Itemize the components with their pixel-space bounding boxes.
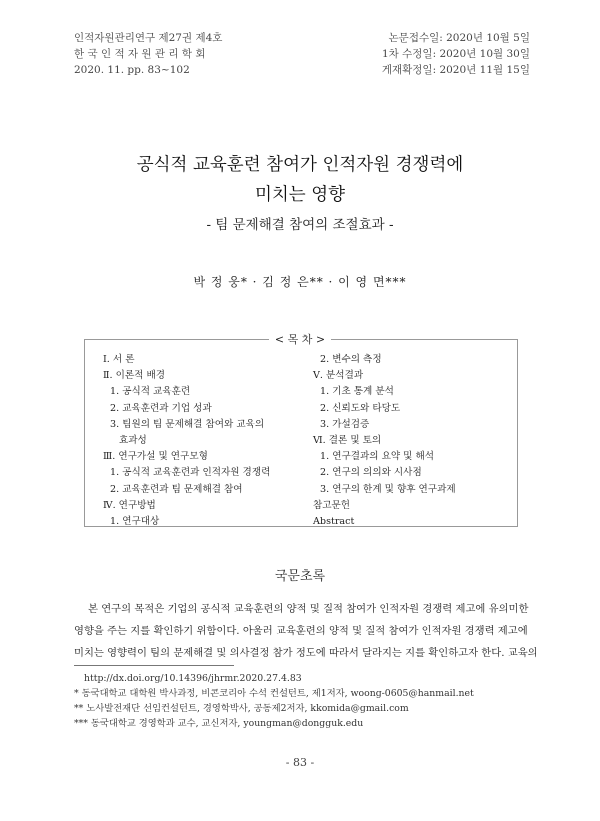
- footnote-divider: [74, 665, 234, 666]
- paper-title: [0, 150, 600, 210]
- title-line: 미치는 영향: [254, 185, 346, 205]
- toc-item: 3. 팀원의 팀 문제해결 참여와 교육의: [110, 418, 265, 430]
- abstract-line: 본 연구의 목적은 기업의 공식적 교육훈련의 양적 및 질적 참여가 인적자원 경쟁력 제고에 유의미한: [88, 603, 529, 615]
- doi-link[interactable]: http://dx.doi.org/10.14396/jhrmr.2020.27.4.83: [84, 673, 302, 684]
- footnote-item: * 동국대학교 대학원 박사과정, 비콘코리아 수석 컨설턴트, 제1저자, woong-0605@hanmail.net: [74, 688, 474, 699]
- abstract-body: [74, 598, 538, 664]
- abstract-heading: 국문초록: [274, 569, 326, 584]
- toc-item: 3. 연구의 한계 및 향후 연구과제: [320, 483, 456, 495]
- toc-item: Ⅰ. 서 론: [103, 354, 135, 365]
- journal-info-line: 인적자원관리연구 제27권 제4호: [74, 32, 223, 44]
- title-line: 공식적 교육훈련 참여가 인적자원 경쟁력에: [136, 155, 464, 175]
- authors: 박 정 웅* · 김 정 은** · 이 영 면***: [193, 275, 407, 289]
- toc-item: 1. 연구결과의 요약 및 해석: [320, 451, 435, 463]
- toc-item: 1. 연구대상: [110, 516, 160, 528]
- toc-title: [0, 331, 600, 347]
- journal-info: [74, 30, 222, 78]
- footnotes: [74, 671, 474, 731]
- date-line: 게재확정일: 2020년 11월 15일: [381, 64, 530, 76]
- toc-item: 3. 가설검증: [320, 418, 370, 430]
- toc-item: 2. 변수의 측정: [320, 354, 382, 365]
- toc-item: 1. 공식적 교육훈련: [110, 386, 191, 398]
- toc-item: 참고문헌: [313, 499, 351, 511]
- toc-item: 효과성: [119, 435, 147, 447]
- toc-item: 2. 연구의 의의와 시사점: [320, 467, 422, 479]
- toc-item: Ⅳ. 연구방법: [103, 499, 156, 511]
- toc-item: 2. 교육훈련과 팀 문제해결 참여: [110, 483, 243, 495]
- journal-info-line: 2020. 11. pp. 83~102: [74, 64, 190, 76]
- submission-dates: [382, 30, 530, 78]
- page-number: - 83 -: [285, 756, 315, 769]
- toc-left-column: [103, 352, 270, 530]
- date-line: 1차 수정일: 2020년 10월 30일: [381, 48, 530, 60]
- toc-item: Ⅲ. 연구가설 및 연구모형: [103, 451, 208, 463]
- toc-item: 2. 교육훈련과 기업 성과: [110, 402, 212, 414]
- toc-right-column: [313, 352, 456, 530]
- paper-subtitle: - 팀 문제해결 참여의 조절효과 -: [206, 217, 394, 233]
- toc-item: 1. 기초 통계 분석: [320, 386, 394, 398]
- toc-item: 2. 신뢰도와 타당도: [320, 402, 401, 414]
- table-of-contents: [84, 339, 518, 527]
- abstract-line: 영향을 주는 지를 확인하기 위함이다. 아울러 교육훈련의 양적 및 질적 참여가 인적자원 경쟁력 제고에: [74, 625, 528, 637]
- toc-item: 1. 공식적 교육훈련과 인적자원 경쟁력: [110, 467, 271, 479]
- footnote-item: ** 노사발전재단 선임컨설턴트, 경영학박사, 공동제2저자, kkomida@gmail.com: [74, 703, 409, 714]
- toc-item: Ⅱ. 이론적 배경: [103, 370, 166, 382]
- toc-item: Ⅴ. 분석결과: [313, 370, 364, 382]
- date-line: 논문접수일: 2020년 10월 5일: [388, 32, 530, 44]
- footnote-item: *** 동국대학교 경영학과 교수, 교신저자, youngman@dongguk.edu: [74, 718, 364, 729]
- toc-item: Abstract: [313, 516, 355, 528]
- toc-item: Ⅵ. 결론 및 토의: [313, 435, 382, 447]
- journal-info-line: 한 국 인 적 자 원 관 리 학 회: [74, 48, 206, 60]
- toc-title-text: < 목 차 >: [269, 333, 331, 346]
- abstract-line: 미치는 영향력이 팀의 문제해결 및 의사결정 참가 정도에 따라서 달라지는 지를 확인하고자 한다. 교육의: [74, 647, 538, 659]
